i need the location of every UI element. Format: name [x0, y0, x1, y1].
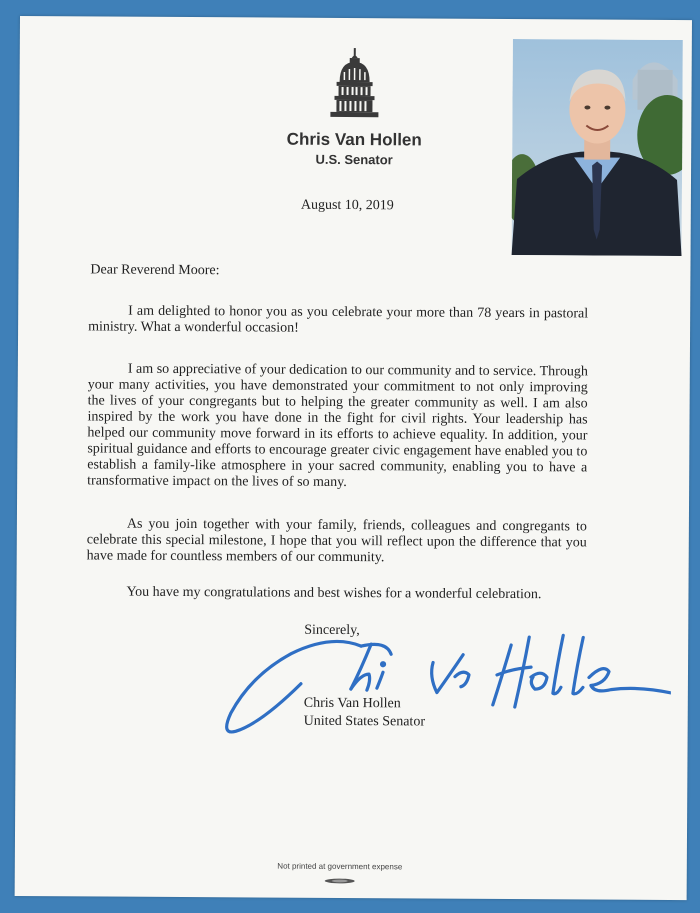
letter-page [15, 16, 692, 900]
letter-paragraph-3: As you join together with your family, friends, colleagues and congregants to celebrate this special milestone, I hope that you will reflect upon the difference that you have made for countless members of our community. [86, 516, 587, 566]
capitol-dome-icon [324, 48, 384, 124]
handwritten-signature [211, 613, 672, 746]
senator-portrait-photo [512, 39, 683, 256]
letter-salutation: Dear Reverend Moore: [90, 262, 220, 279]
letter-closing: Sincerely, [304, 622, 360, 639]
footer-disclaimer: Not printed at government expense [277, 861, 403, 872]
union-bug-icon [323, 878, 357, 884]
letter-paragraph-4: You have my congratulations and best wishes for a wonderful celebration. [126, 584, 542, 603]
signatory-name: Chris Van Hollen [303, 695, 401, 712]
letter-date: August 10, 2019 [300, 197, 394, 214]
sender-title: U.S. Senator [315, 151, 393, 168]
sender-name: Chris Van Hollen [286, 129, 422, 150]
letter-paragraph-2: I am so appreciative of your dedication to our community and to service. Through your many activities, you have demonstrated your commitment to not only improving the lives of your congregants but to helping the greater community as well. I am also inspired by the work you have done in the fight for civil rights. Your leadership has helped our community move forward in its efforts to achieve equality. In addition, your spiritual guidance and efforts to encourage greater civic engagement have enabled you to establish a family-like atmosphere in your sacred community, enabling you to have a transformative impact on the lives of so many. [87, 361, 588, 491]
letter-paragraph-1: I am delighted to honor you as you celebrate your more than 78 years in pastoral ministry. What a wonderful occasion! [88, 303, 589, 336]
signatory-title: United States Senator [303, 713, 426, 730]
